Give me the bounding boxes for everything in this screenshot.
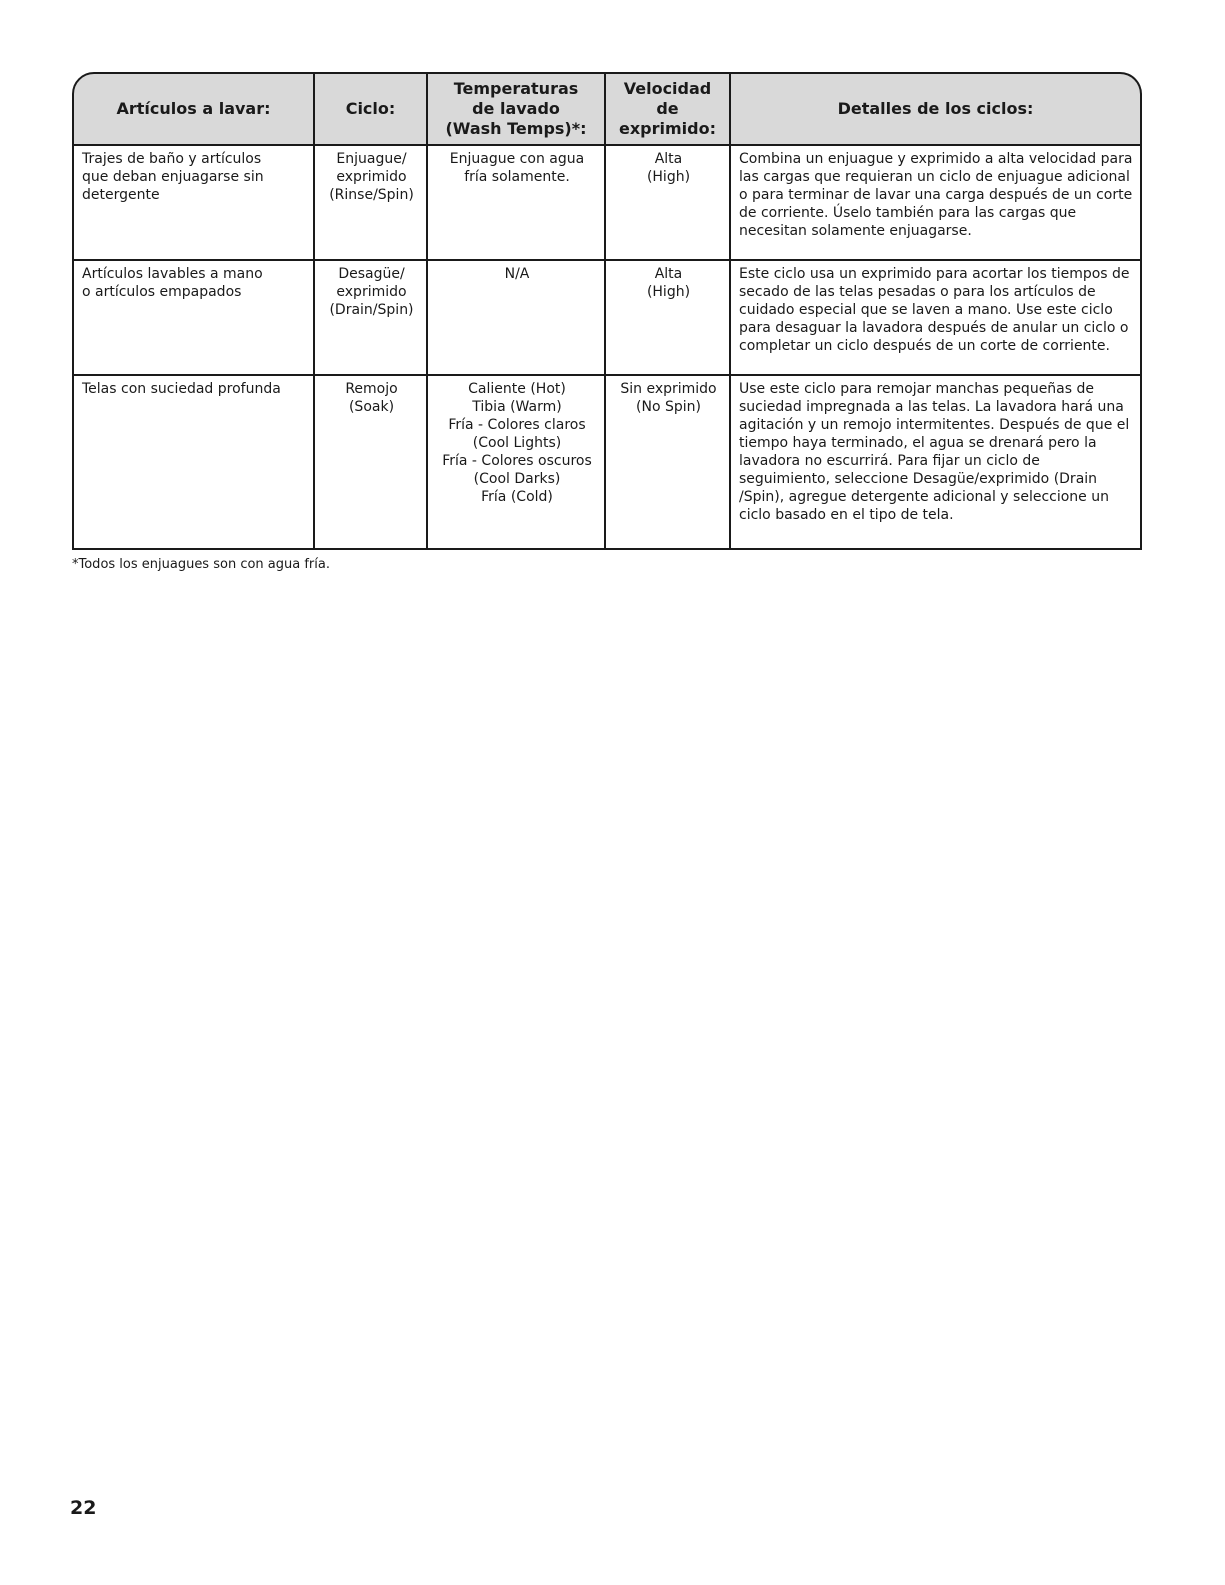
table-header-row [72, 72, 1142, 146]
header-temperaturas: Temperaturas de lavado (Wash Temps)*: [428, 72, 606, 146]
cell-cycle: Desagüe/ exprimido (Drain/Spin) [315, 261, 428, 376]
cell-cycle: Enjuague/ exprimido (Rinse/Spin) [315, 146, 428, 261]
table-row [72, 261, 1142, 376]
header-velocidad: Velocidad de exprimido: [606, 72, 731, 146]
cell-temps: Enjuague con agua fría solamente. [428, 146, 606, 261]
header-articulos: Artículos a lavar: [72, 72, 315, 146]
cell-speed: Sin exprimido (No Spin) [606, 376, 731, 550]
cell-details: Combina un enjuague y exprimido a alta velocidad para las cargas que requieran un ciclo de enjuague adicional o para terminar de lavar una carga después de un corte de corriente. Úselo también para las cargas que necesitan solamente enjuagarse. [731, 146, 1142, 261]
cell-speed: Alta (High) [606, 261, 731, 376]
cell-details: Este ciclo usa un exprimido para acortar los tiempos de secado de las telas pesadas o para los artículos de cuidado especial que se laven a mano. Use este ciclo para desaguar la lavadora después de anular un ciclo o completar un ciclo después de un corte de corriente. [731, 261, 1142, 376]
cell-temps: Caliente (Hot) Tibia (Warm) Fría - Colores claros (Cool Lights) Fría - Colores oscuros (Cool Darks) Fría (Cold) [428, 376, 606, 550]
page-number: 22 [70, 1497, 97, 1519]
cell-details: Use este ciclo para remojar manchas pequeñas de suciedad impregnada a las telas. La lavadora hará una agitación y un remojo intermitentes. Después de que el tiempo haya terminado, el agua se drenará pero la lavadora no escurrirá. Para fijar un ciclo de seguimiento, seleccione Desagüe/exprimido (Drain /Spin), agregue detergente adicional y seleccione un ciclo basado en el tipo de tela. [731, 376, 1142, 550]
header-ciclo: Ciclo: [315, 72, 428, 146]
cell-cycle: Remojo (Soak) [315, 376, 428, 550]
table-row [72, 146, 1142, 261]
cell-temps: N/A [428, 261, 606, 376]
cell-speed: Alta (High) [606, 146, 731, 261]
cell-items: Trajes de baño y artículos que deban enjuagarse sin detergente [72, 146, 315, 261]
cell-items: Telas con suciedad profunda [72, 376, 315, 550]
header-detalles: Detalles de los ciclos: [731, 72, 1142, 146]
cell-items: Artículos lavables a mano o artículos empapados [72, 261, 315, 376]
wash-cycles-table [72, 72, 1142, 550]
table-row [72, 376, 1142, 550]
footnote: *Todos los enjuagues son con agua fría. [72, 557, 330, 572]
